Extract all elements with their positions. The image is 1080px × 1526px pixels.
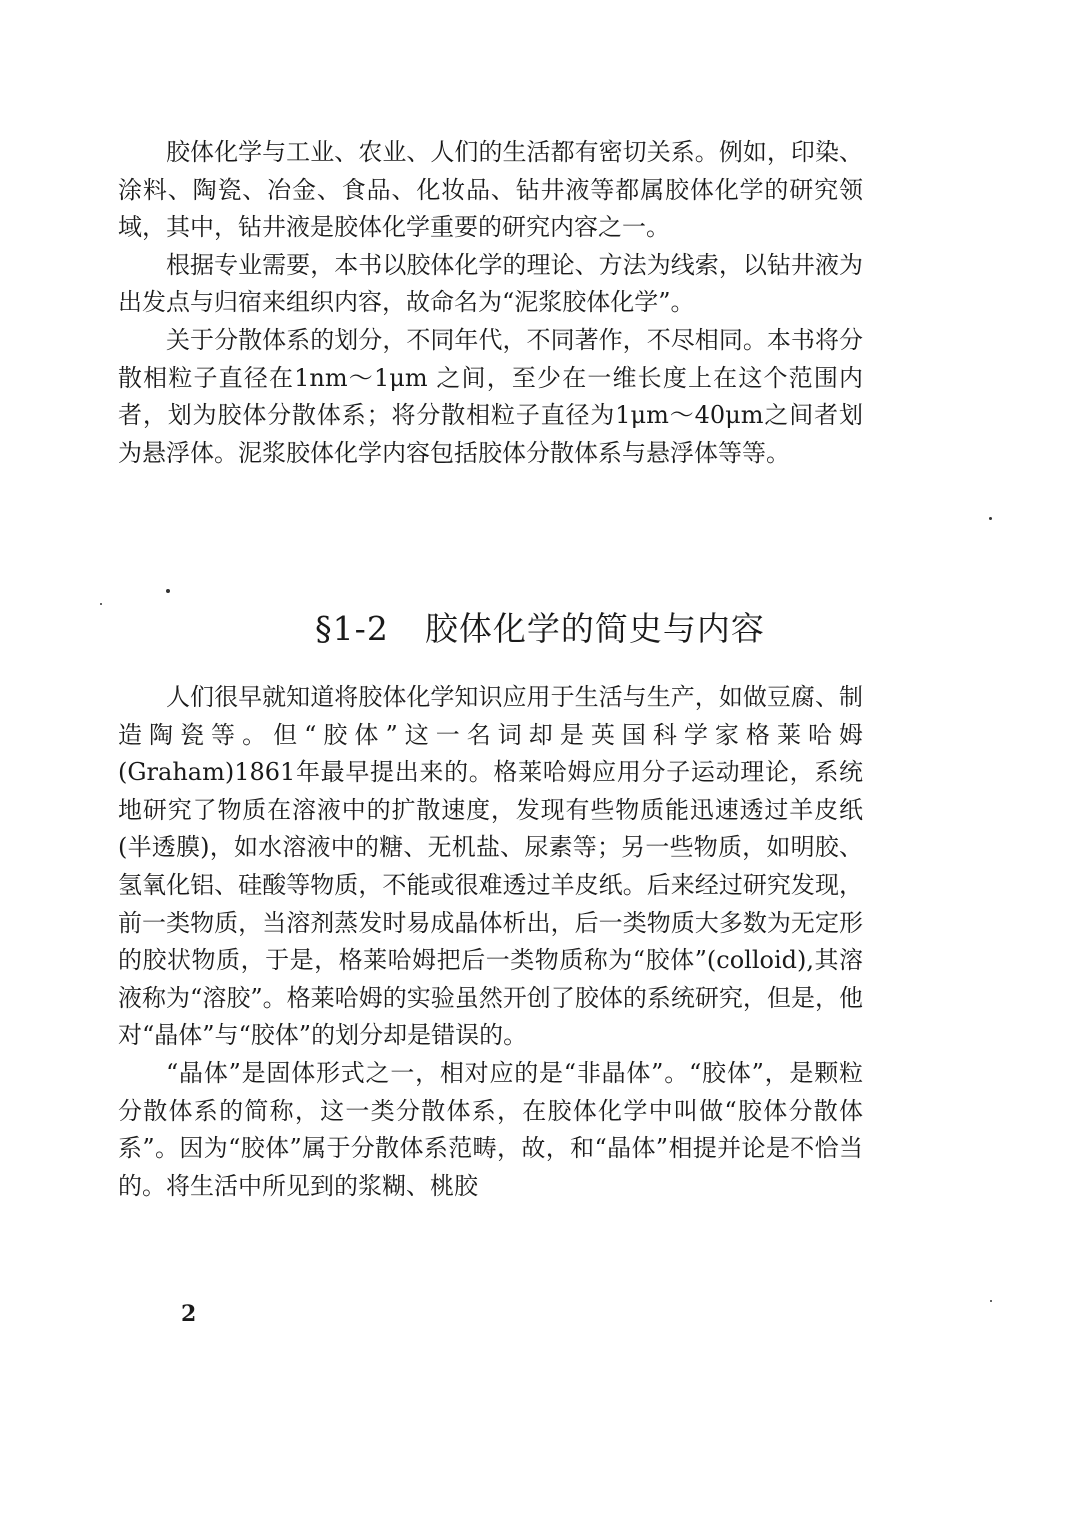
- intro-text-block: [118, 134, 863, 472]
- history-text-block: [118, 679, 863, 1205]
- scan-speck: [989, 517, 992, 520]
- paragraph: “晶体”是固体形式之一，相对应的是“非晶体”。“胶体”，是颗粒分散体系的简称，这一类分散体系，在胶体化学中叫做“胶体分散体系”。因为“胶体”属于分散体系范畴，故，和“晶体”相提并论是不恰当的。将生活中所见到的浆糊、桃胶: [118, 1058, 863, 1200]
- section-heading: [0, 604, 1080, 654]
- paragraph: 根据专业需要，本书以胶体化学的理论、方法为线索，以钻井液为出发点与归宿来组织内容，故命名为“泥浆胶体化学”。: [118, 250, 863, 317]
- scan-speck: [990, 1300, 992, 1302]
- scan-speck: [166, 589, 170, 593]
- section-number: §1-2: [315, 609, 389, 648]
- paragraph: 关于分散体系的划分，不同年代，不同著作，不尽相同。本书将分散相粒子直径在1nm～1μm 之间，至少在一维长度上在这个范围内者，划为胶体分散体系；将分散相粒子直径为1μm～40μm之间者划为悬浮体。泥浆胶体化学内容包括胶体分散体系与悬浮体等等。: [118, 325, 863, 467]
- paragraph: 胶体化学与工业、农业、人们的生活都有密切关系。例如，印染、涂料、陶瓷、冶金、食品、化妆品、钻井液等都属胶体化学的研究领域，其中，钻井液是胶体化学重要的研究内容之一。: [118, 138, 863, 242]
- page-number: 2: [181, 1301, 197, 1327]
- section-title: 胶体化学的简史与内容: [424, 609, 765, 648]
- scan-speck: [100, 603, 102, 605]
- paragraph: 人们很早就知道将胶体化学知识应用于生活与生产，如做豆腐、制造陶瓷等。但“胶体”这一名词却是英国科学家格莱哈姆(Graham)1861年最早提出来的。格莱哈姆应用分子运动理论，系统地研究了物质在溶液中的扩散速度，发现有些物质能迅速透过羊皮纸(半透膜)，如水溶液中的糖、无机盐、尿素等；另一些物质，如明胶、氢氧化铝、硅酸等物质，不能或很难透过羊皮纸。后来经过研究发现，前一类物质，当溶剂蒸发时易成晶体析出，后一类物质大多数为无定形的胶状物质，于是，格莱哈姆把后一类物质称为“胶体”(colloid),其溶液称为“溶胶”。格莱哈姆的实验虽然开创了胶体的系统研究，但是，他对“晶体”与“胶体”的划分却是错误的。: [118, 683, 863, 1050]
